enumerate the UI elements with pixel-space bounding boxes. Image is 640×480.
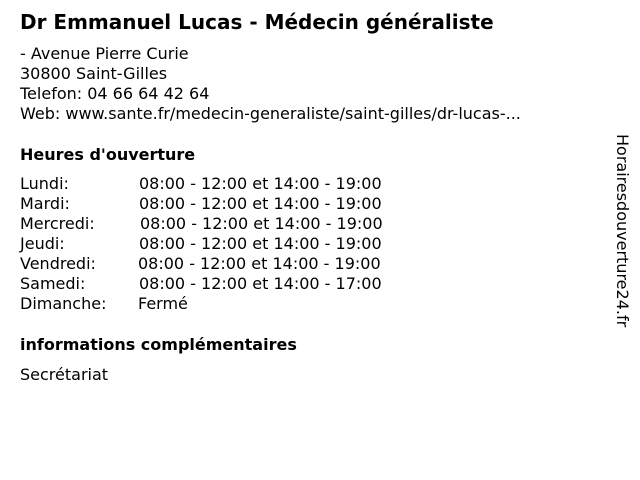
day-label: Mercredi:: [20, 214, 95, 233]
opening-hours-table: [20, 174, 440, 314]
time-value: 08:00 - 12:00 et 14:00 - 19:00: [139, 174, 382, 193]
additional-info-heading: informations complémentaires: [20, 335, 297, 354]
day-label: Dimanche:: [20, 294, 107, 313]
hours-row-sunday: [20, 294, 440, 314]
time-value: Fermé: [138, 294, 188, 313]
address-block: [20, 44, 521, 124]
address-city: 30800 Saint-Gilles: [20, 64, 168, 83]
website-link[interactable]: Web: www.sante.fr/medecin-generaliste/saint-gilles/dr-lucas-...: [20, 104, 521, 123]
time-value: 08:00 - 12:00 et 14:00 - 19:00: [139, 194, 382, 213]
additional-info-text: Secrétariat: [20, 365, 109, 384]
opening-hours-heading: Heures d'ouverture: [20, 145, 196, 164]
day-label: Samedi:: [20, 274, 86, 293]
hours-row-friday: [20, 254, 440, 274]
time-value: 08:00 - 12:00 et 14:00 - 17:00: [139, 274, 382, 293]
page-title: Dr Emmanuel Lucas - Médecin généraliste: [20, 10, 494, 34]
phone-number: Telefon: 04 66 64 42 64: [20, 84, 210, 103]
hours-row-thursday: [20, 234, 440, 254]
time-value: 08:00 - 12:00 et 14:00 - 19:00: [138, 254, 381, 273]
time-value: 08:00 - 12:00 et 14:00 - 19:00: [140, 214, 383, 233]
time-value: 08:00 - 12:00 et 14:00 - 19:00: [139, 234, 382, 253]
hours-row-monday: [20, 174, 440, 194]
address-street: - Avenue Pierre Curie: [20, 44, 189, 63]
day-label: Jeudi:: [20, 234, 65, 253]
day-label: Mardi:: [20, 194, 70, 213]
hours-row-saturday: [20, 274, 440, 294]
day-label: Vendredi:: [20, 254, 96, 273]
hours-row-wednesday: [20, 214, 440, 234]
hours-row-tuesday: [20, 194, 440, 214]
watermark-text: Horairesdouverture24.fr: [613, 134, 632, 328]
day-label: Lundi:: [20, 174, 69, 193]
